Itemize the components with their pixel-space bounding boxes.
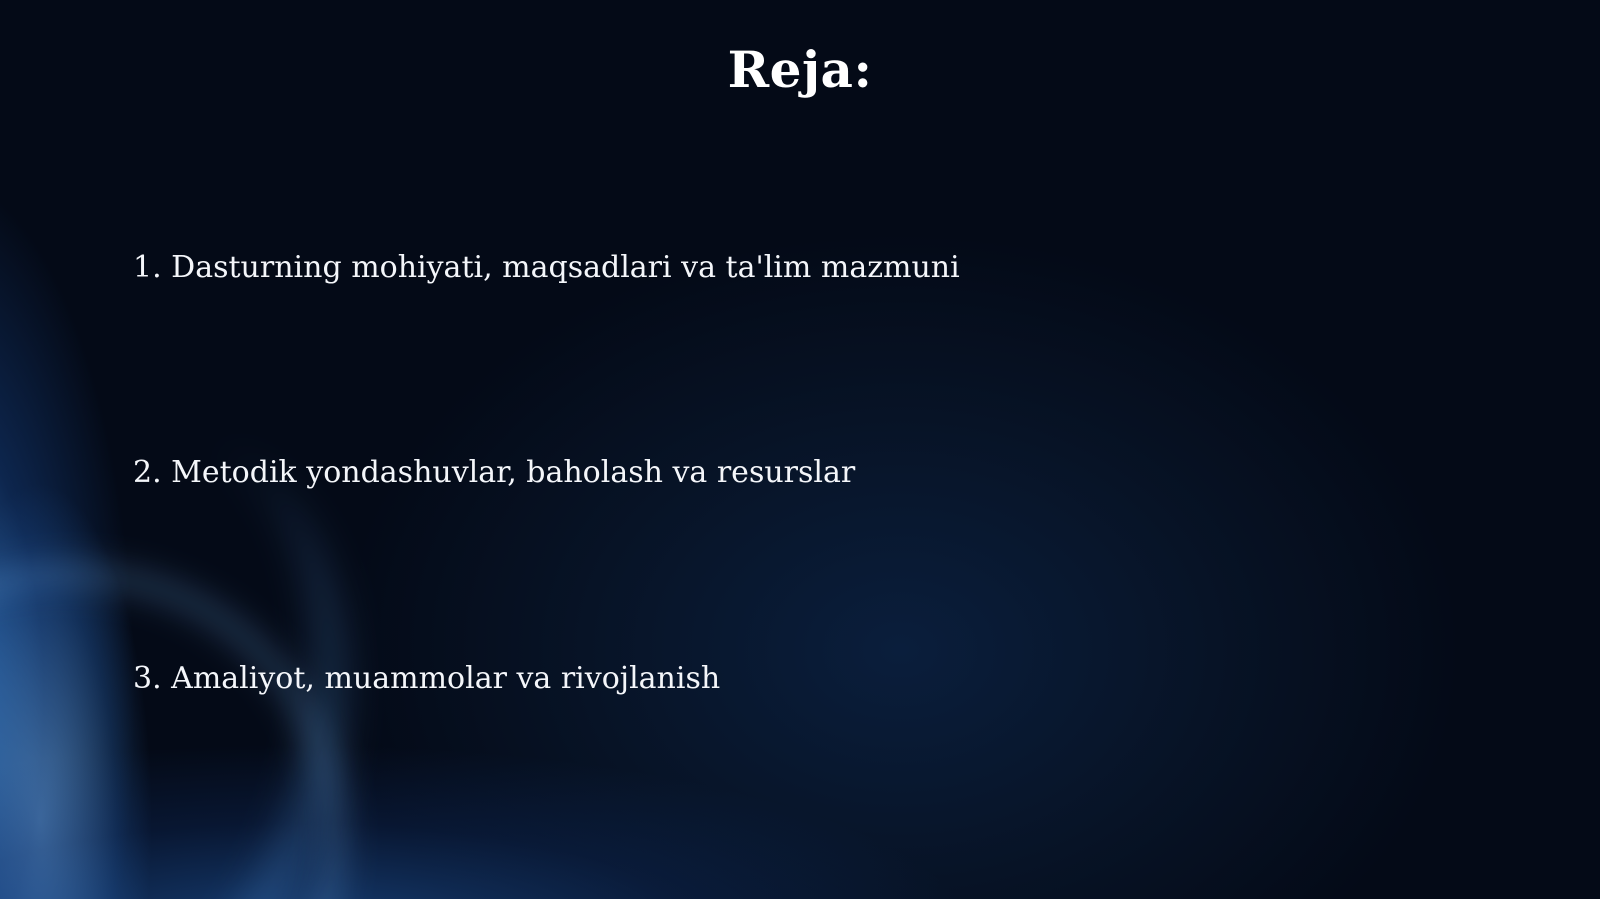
background-glow-arc (0, 516, 394, 899)
plan-item-3: 3. Amaliyot, muammolar va rivojlanish (133, 661, 721, 696)
plan-item-1: 1. Dasturning mohiyati, maqsadlari va ta'lim mazmuni (133, 250, 960, 285)
background-glow (0, 374, 423, 899)
slide-title: Reja: (727, 40, 873, 99)
plan-item-2: 2. Metodik yondashuvlar, baholash va resurslar (133, 455, 856, 490)
